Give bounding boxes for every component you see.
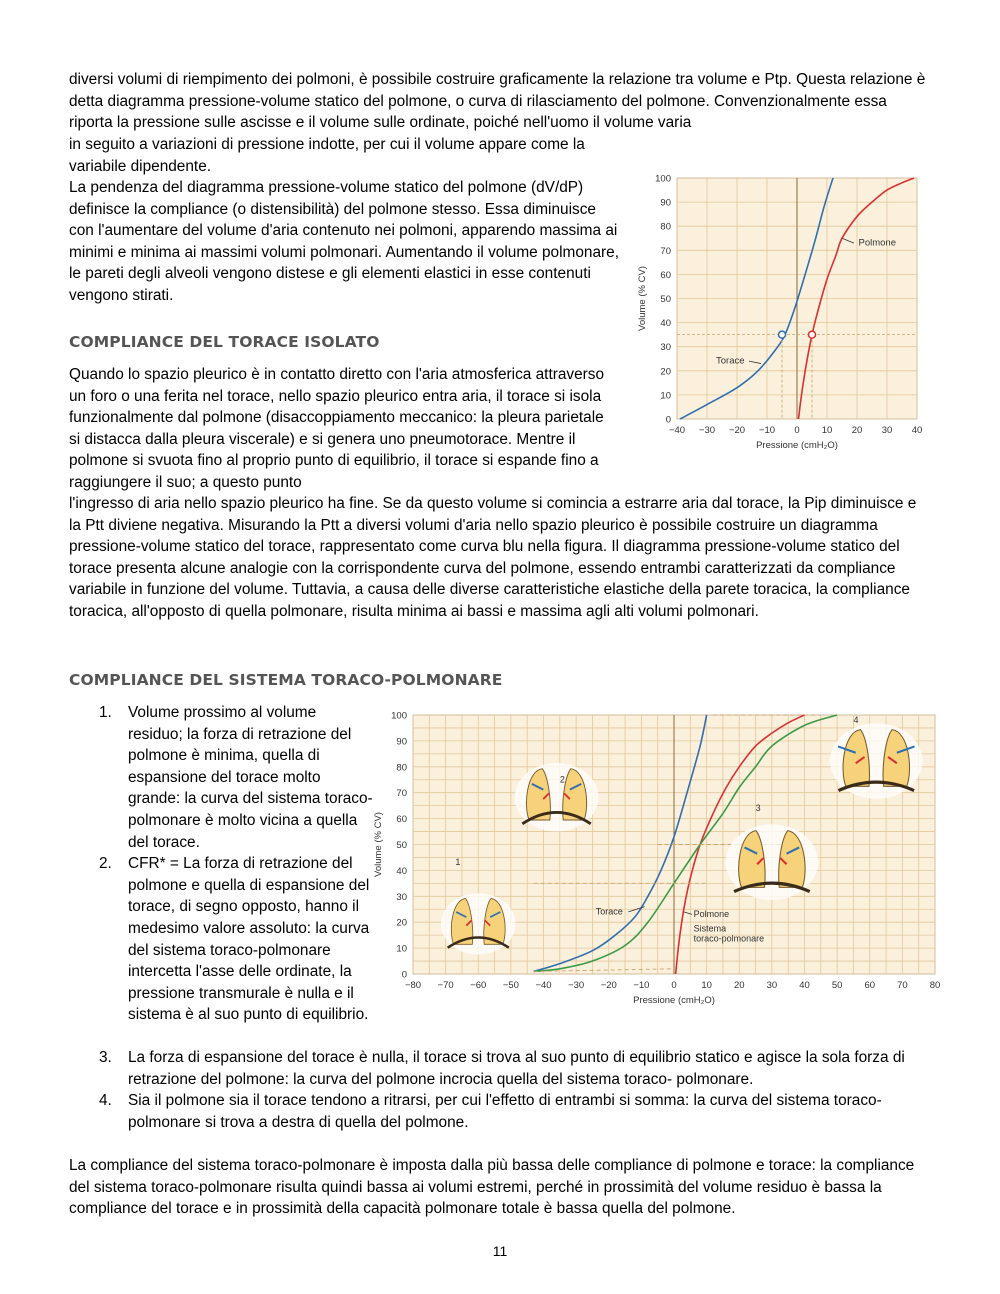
closing-paragraph: La compliance del sistema toraco-polmonare è imposta dalla più bassa delle compliance di polmone e torace: la compliance del sistema toraco-polmonare risulta quindi bassa ai volumi estremi, perché in prossimità del volume residuo è bassa la compliance del torace e in prossimità della capacità polmonare totale è bassa quella del polmone. [69,1157,915,1218]
list-item [99,853,373,1026]
y-tick-label: 30 [396,891,407,903]
x-tick-label: 50 [831,980,843,991]
y-tick-label: 90 [396,736,407,748]
series-label-sistema-2: toraco-polmonare [693,933,765,944]
y-tick-label: 10 [660,390,671,402]
x-tick-label: −40 [535,980,552,991]
x-tick-label: −30 [698,425,716,436]
x-tick-label: 20 [851,425,863,436]
y-tick-label: 80 [396,762,407,774]
y-tick-label: 60 [660,269,671,281]
state-marker: 2 [559,774,565,785]
chart-pressure-volume-2 [373,705,948,1006]
list-number: 3. [99,1049,112,1066]
intro-paragraph-full: diversi volumi di riempimento dei polmoni, è possibile costruire graficamente la relazione tra volume e Ptp. Questa relazione è detta diagramma pressione-volume statico del polmone, o curva di rilasciamento del polmone. Convenzionalmente essa riporta la pressione sulle ascisse e il volume sulle ordinate, poiché nell'uomo il volume varia [69,71,926,132]
x-tick-label: 20 [733,980,745,991]
y-axis-title: Volume (% CV) [637,266,648,331]
y-tick-label: 70 [396,788,407,800]
y-tick-label: 100 [391,710,407,722]
y-tick-label: 20 [660,366,671,378]
list-number: 1. [99,704,112,721]
series-label-polmone: Polmone [693,909,730,920]
y-tick-label: 50 [660,294,671,305]
y-tick-label: 40 [396,865,407,877]
x-tick-label: 0 [671,980,677,991]
list-number: 2. [99,855,112,873]
x-tick-label: −80 [404,980,422,991]
y-tick-label: 30 [660,342,671,354]
x-tick-label: −40 [668,425,686,436]
list-text: La forza di espansione del torace è nulla, il torace si trova al suo punto di equilibrio statico e agisce la sola forza di retrazione del polmone: la curva del polmone incrocia quella del sistema toraco- polmonare. [128,1049,905,1088]
section-title-sistema: COMPLIANCE DEL SISTEMA TORACO-POLMONARE [69,671,503,689]
x-tick-label: 80 [929,980,941,991]
series-label-torace: Torace [716,355,745,367]
y-tick-label: 80 [660,221,671,233]
x-tick-label: 40 [911,425,923,436]
x-axis-title: Pressione (cmH₂O) [633,995,715,1006]
list-item [99,1090,918,1133]
y-tick-label: 40 [660,318,671,330]
lung-illustration [830,723,922,799]
y-tick-label: 10 [396,943,407,955]
lung-illustration [515,763,599,831]
x-tick-label: 10 [821,425,833,436]
x-tick-label: −50 [502,980,519,991]
list-text: Sia il polmone sia il torace tendono a ritrarsi, per cui l'effetto di entrambi si somma: la curva del sistema toraco-polmonare si trova a destra di quella del polmone. [128,1092,882,1131]
state-marker: 1 [455,857,461,868]
x-tick-label: −60 [470,980,487,991]
x-tick-label: 40 [799,980,810,991]
intro-paragraph-narrow: in seguito a variazioni di pressione indotte, per cui il volume appare come la variabile dipendente. [69,136,585,175]
x-tick-label: 0 [794,425,800,436]
list-number: 4. [99,1092,112,1110]
x-tick-label: 30 [881,425,893,436]
series-label-sistema: Sistema [693,923,727,934]
lung-illustration [441,893,516,954]
lung-illustration [726,824,818,900]
y-tick-label: 0 [665,414,671,426]
y-tick-label: 50 [396,840,407,851]
y-tick-label: 60 [396,814,407,826]
y-tick-label: 100 [655,173,671,185]
state-marker: 4 [853,714,859,725]
x-tick-label: 10 [701,980,712,991]
y-axis-title: Volume (% CV) [373,812,384,877]
section-title-torace-isolato: COMPLIANCE DEL TORACE ISOLATO [69,333,380,351]
list-item [99,1047,918,1090]
equilibrium-point [779,331,786,338]
y-tick-label: 90 [660,197,671,209]
y-tick-label: 20 [396,917,407,929]
x-tick-label: 30 [766,980,778,991]
state-marker: 3 [755,802,761,813]
y-tick-label: 70 [660,245,671,257]
x-tick-label: −20 [728,425,746,436]
list-item [99,702,373,853]
y-tick-label: 0 [401,969,407,981]
torace-paragraph-narrow: Quando lo spazio pleurico è in contatto diretto con l'aria atmosferica attraverso un foro o una ferita nel torace, nello spazio pleurico entra aria, il torace si isola funzionalmente dal polmone (disaccoppiamento meccanico: la pleura parietale si distacca dalla pleura viscerale) e si genera uno pneumotorace. Mentre il polmone si svuota fino al proprio punto di equilibrio, il torace si espande fino a raggiungere il suo; a questo punto [69,366,605,491]
equilibrium-point [809,331,816,338]
x-tick-label: 60 [864,980,876,991]
x-tick-label: −70 [437,980,454,991]
x-tick-label: −10 [633,980,650,991]
x-tick-label: 70 [897,980,908,991]
page-number: 11 [492,1243,508,1259]
list-text: CFR* = La forza di retrazione del polmone e quella di espansione del torace, di segno opposto, hanno il medesimo valore assoluto: la curva del sistema toraco-polmonare intercetta l'asse delle ordinate, la pressione transmurale è nulla e il sistema è al suo punto di equilibrio. [128,855,370,1024]
sistema-list [99,702,373,1026]
x-tick-label: −10 [758,425,776,436]
series-label-torace: Torace [595,906,623,917]
chart-pressure-volume-1 [625,168,925,458]
x-axis-title: Pressione (cmH₂O) [756,440,838,451]
x-tick-label: −30 [568,980,585,991]
torace-paragraph-full: l'ingresso di aria nello spazio pleurico ha fine. Se da questo volume si comincia a estrarre aria dal torace, la Pip diminuisce e la Ptt diviene negativa. Misurando la Ptt a diversi volumi d'aria nello spazio pleurico è possibile costruire un diagramma pressione-volume statico del torace, rappresentato come curva blu nella figura. Il diagramma pressione-volume statico del torace presenta alcune analogie con la corrispondente curva del polmone, essendo entrambi caratterizzati da compliance variabile in funzione del volume. Tuttavia, a causa delle diverse caratteristiche elastiche della parete toracica, la compliance toracica, all'opposto di quella polmonare, risulta minima ai bassi e massima agli alti volumi polmonari. [69,495,917,620]
list-text: Volume prossimo al volume residuo; la forza di retrazione del polmone è minima, quella di espansione del torace molto grande: la curva del sistema toraco-polmonare è molto vicina a quella del torace. [128,704,373,851]
sistema-list-wide [99,1047,918,1133]
series-label-polmone: Polmone [858,237,896,249]
x-tick-label: −20 [600,980,617,991]
compliance-paragraph: La pendenza del diagramma pressione-volume statico del polmone (dV/dP) definisce la compliance (o distensibilità) del polmone stesso. Essa diminuisce con l'aumentare del volume d'aria contenuto nei polmoni, apparendo massima ai minimi e minima ai massimi volumi polmonari. Aumentando il volume polmonare, le pareti degli alveoli vengono distese e gli elementi elastici in esse contenuti vengono stirati. [69,179,619,304]
